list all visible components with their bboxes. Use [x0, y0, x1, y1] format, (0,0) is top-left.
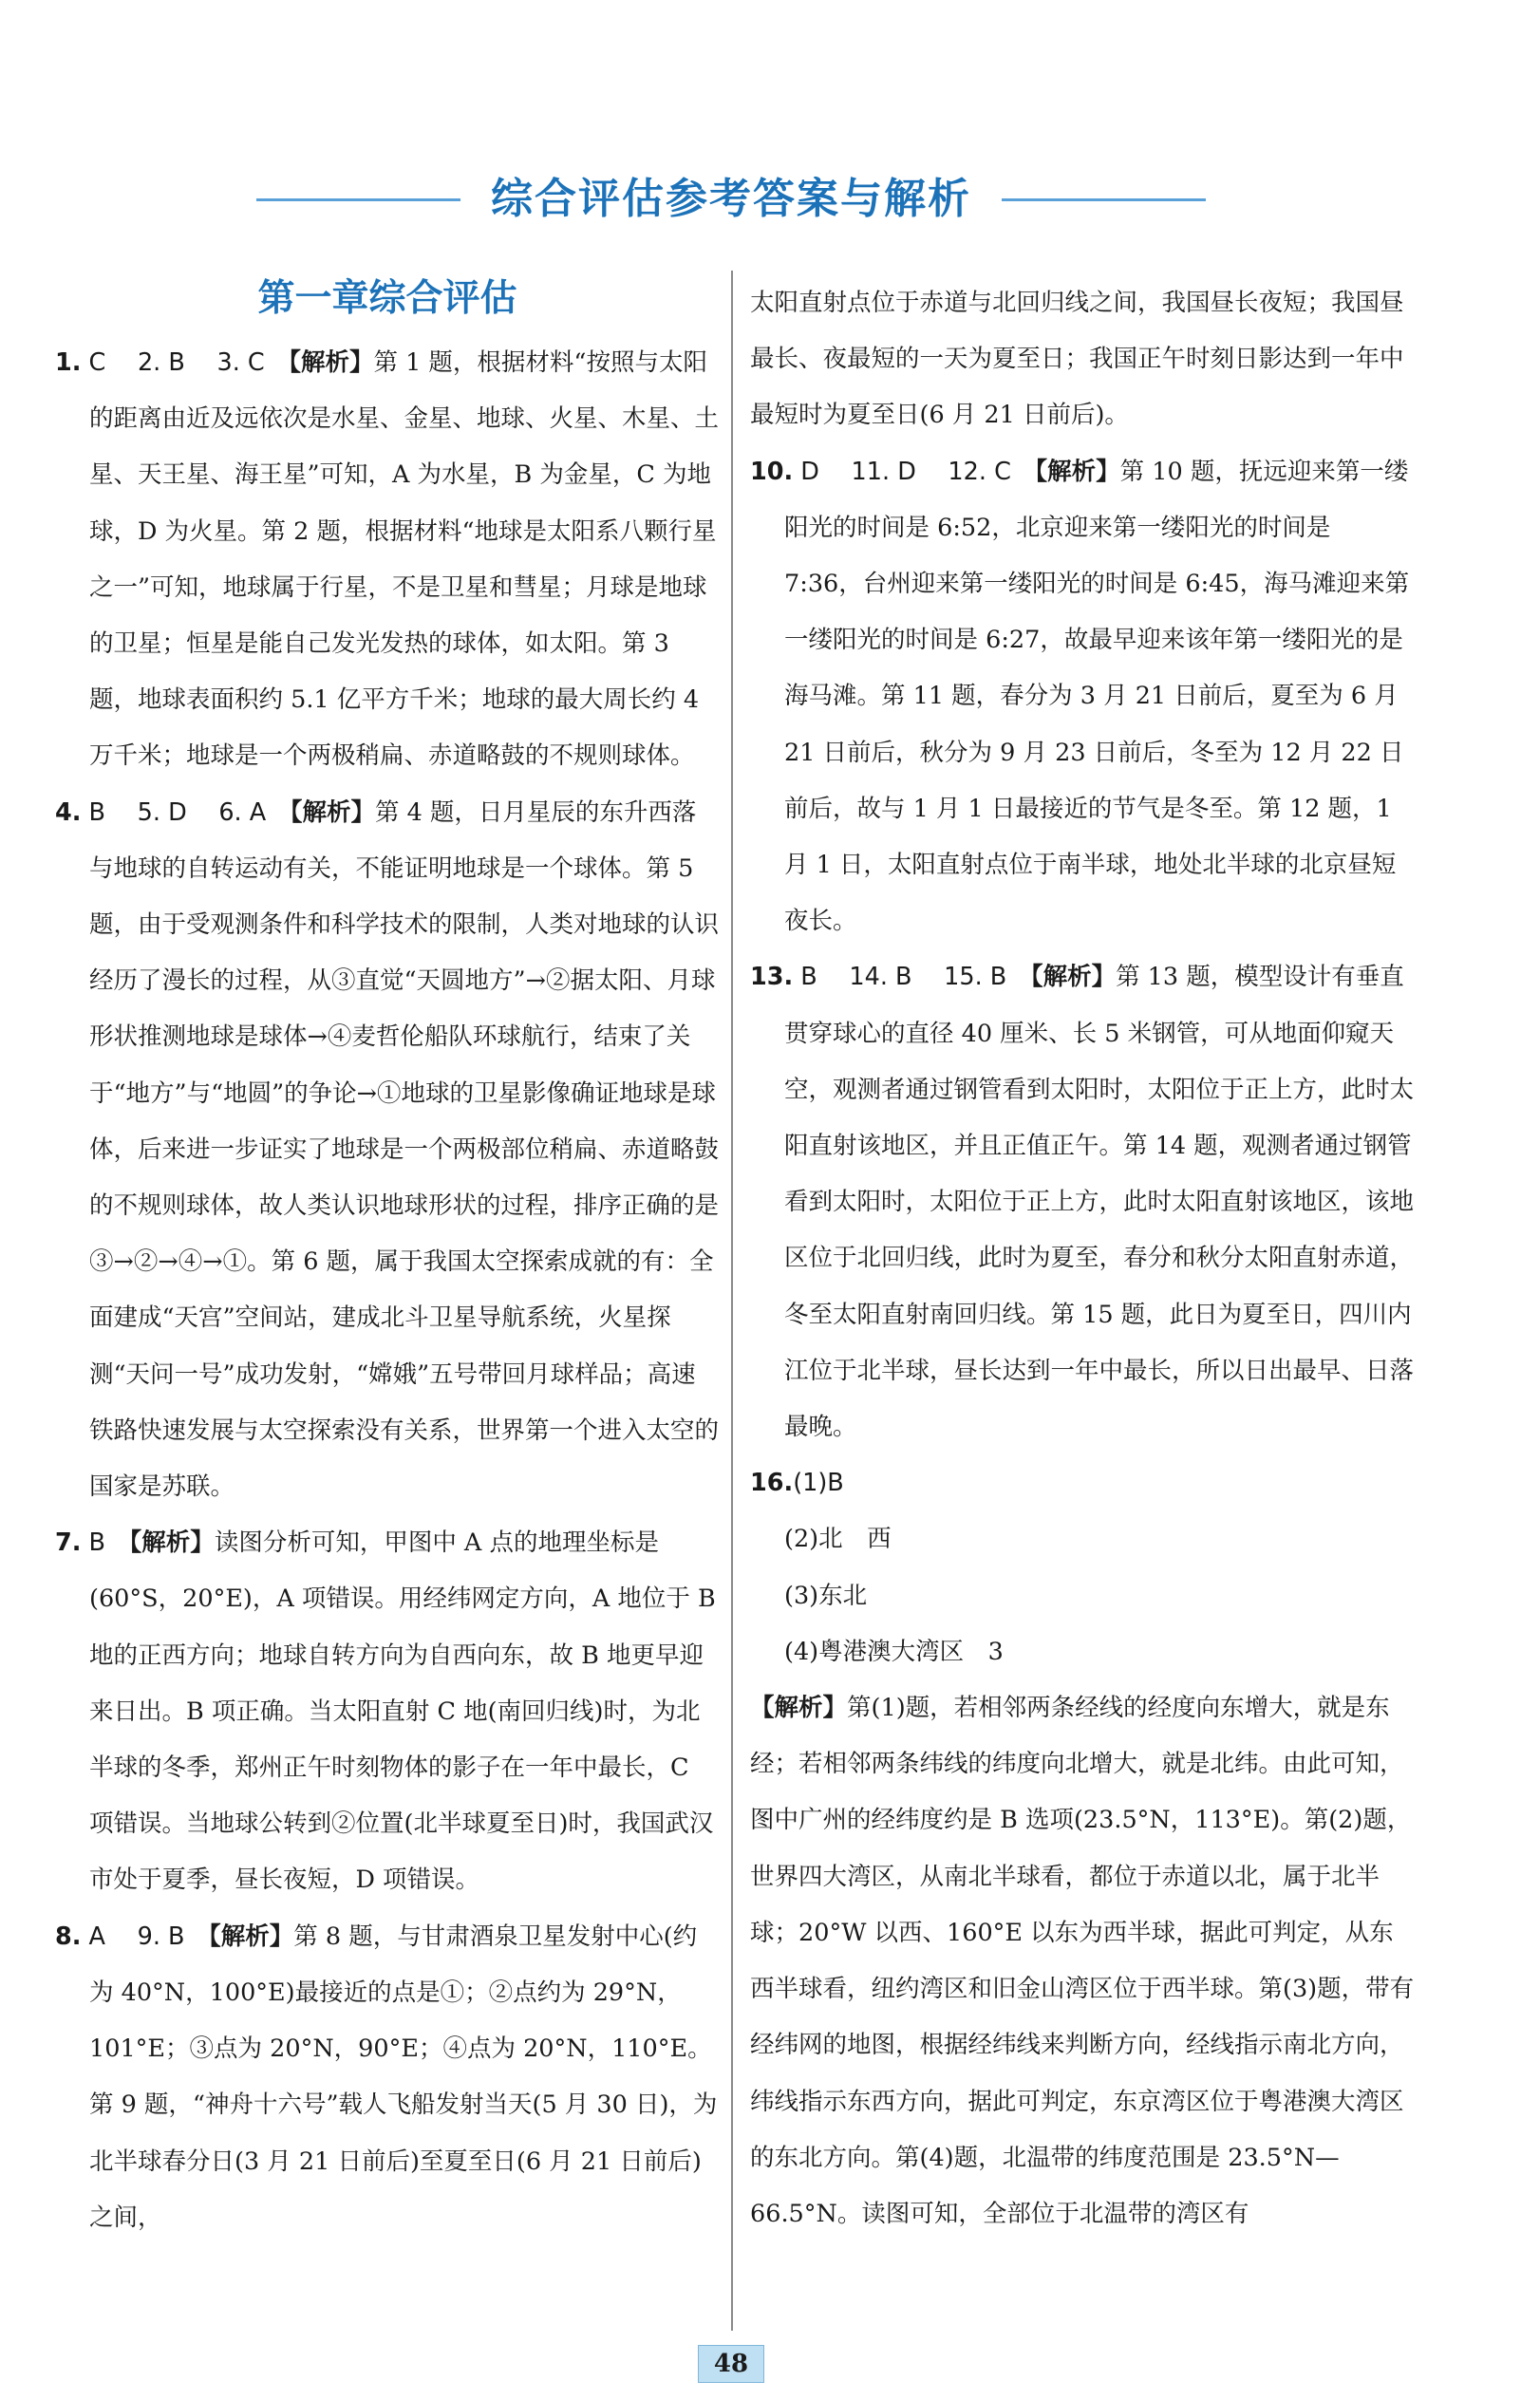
item-answers: B — [81, 1528, 130, 1558]
answer-item-1-3 — [55, 335, 720, 785]
analysis-tag: 【解析】 — [289, 348, 374, 377]
sub-answer-4: (4)粤港澳大湾区 3 — [784, 1637, 1004, 1666]
item-answers: C 2. B 3. C — [81, 348, 290, 377]
column-divider — [731, 271, 733, 2331]
analysis-text: 第 1 题，根据材料“按照与太阳的距离由近及远依次是水星、金星、地球、火星、木星、土星、天王星、海王星”可知，A 为水星，B 为金星，C 为地球，D 为火星。第 2 题，根据材料“地球是太阳系八颗行星之一”可知，地球属于行星，不是卫星和彗星；月球是地球的卫星；恒星是能自己发光发热的球体，如太阳。第 3 题，地球表面积约 5.1 亿平方千米；地球的最大周长约 4 万千米；地球是一个两极稍扁、赤道略鼓的不规则球体。 — [89, 348, 720, 771]
item-number: 8. — [55, 1922, 82, 1951]
analysis-text: 第 10 题，抚远迎来第一缕阳光的时间是 6:52，北京迎来第一缕阳光的时间是 7:36，台州迎来第一缕阳光的时间是 6:45，海马滩迎来第一缕阳光的时间是 6:27，故最早迎来该年第一缕阳光的是海马滩。第 11 题，春分为 3 月 21 日前后，夏至为 6 月 21 日前后，秋分为 9 月 23 日前后，冬至为 12 月 22 日前后，故与 1 月 1 日最接近的节气是冬至。第 12 题，1 月 1 日，太阳直射点位于南半球，地处北半球的北京昼短夜长。 — [784, 457, 1410, 936]
q16-analysis — [750, 1680, 1415, 2242]
analysis-text: 第 8 题，与甘肃酒泉卫星发射中心(约为 40°N，100°E)最接近的点是①；②点约为 29°N，101°E；③点为 20°N，90°E；④点为 20°N，110°E。第 9 题，“神舟十六号”载人飞船发射当天(5 月 30 日)，为北半球春分日(3 月 21 日前后)至夏至日(6 月 21 日前后)之间， — [89, 1922, 718, 2232]
sub-answer-2: (2)北 西 — [784, 1525, 892, 1554]
answer-item-4-6 — [55, 785, 720, 1516]
analysis-text: 第 13 题，模型设计有垂直贯穿球心的直径 40 厘米、长 5 米钢管，可从地面仰窥天空，观测者通过钢管看到太阳时，太阳位于正上方，此时太阳直射该地区，并且正值正午。第 14 题，观测者通过钢管看到太阳时，太阳位于正上方，此时太阳直射该地区，该地区位于北回归线，此时为夏至，春分和秋分太阳直射赤道，冬至太阳直射南回归线。第 15 题，此日为夏至日，四川内江位于北半球，昼长达到一年中最长，所以日出最早、日落最晚。 — [784, 963, 1415, 1442]
item-answers: B 14. B 15. B — [793, 963, 1031, 992]
analysis-text: 第(1)题，若相邻两条经线的经度向东增大，就是东经；若相邻两条纬线的纬度向北增大，就是北纬。由此可知，图中广州的经纬度约是 B 选项(23.5°N，113°E)。第(2)题，世界四大湾区，从南北半球看，都位于赤道以北，属于北半球；20°W 以西、160°E 以东为西半球，据此可判定，从东西半球看，纽约湾区和旧金山湾区位于西半球。第(3)题，带有经纬网的地图，根据经纬线来判断方向，经线指示南北方向，纬线指示东西方向，据此可判定，东京湾区位于粤港澳大湾区的东北方向。第(4)题，北温带的纬度范围是 23.5°N—66.5°N。读图可知，全部位于北温带的湾区有 — [750, 1694, 1415, 2228]
item-number: 13. — [750, 963, 794, 992]
item-answers: A 9. B — [81, 1922, 210, 1951]
analysis-text: 第 4 题，日月星辰的东升西落与地球的自转运动有关，不能证明地球是一个球体。第 5 题，由于受观测条件和科学技术的限制，人类对地球的认识经历了漫长的过程，从③直觉“天圆地方”→②据太阳、月球形状推测地球是球体→④麦哲伦船队环球航行，结束了关于“地方”与“地圆”的争论→①地球的卫星影像确证地球是球体，后来进一步证实了地球是一个两极部位稍扁、赤道略鼓的不规则球体，故人类认识地球形状的过程，排序正确的是③→②→④→①。第 6 题，属于我国太空探索成就的有：全面建成“天宫”空间站，建成北斗卫星导航系统，火星探测“天问一号”成功发射，“嫦娥”五号带回月球样品；高速铁路快速发展与太空探索没有关系，世界第一个进入太空的国家是苏联。 — [89, 797, 720, 1502]
answer-item-13-15 — [750, 949, 1415, 1455]
sub-answer-1: (1)B — [793, 1469, 844, 1498]
answer-item-16 — [750, 1455, 1415, 1511]
page-number: 48 — [698, 2345, 764, 2383]
item-number: 16. — [750, 1469, 794, 1498]
item-number: 10. — [750, 457, 794, 486]
continuation-text: 太阳直射点位于赤道与北回归线之间，我国昼长夜短；我国昼最长、夜最短的一天为夏至日；我国正午时刻日影达到一年中最短时为夏至日(6 月 21 日前后)。 — [750, 289, 1404, 430]
title-rule-right — [1002, 198, 1206, 201]
main-title: 综合评估参考答案与解析 — [491, 175, 971, 223]
right-column — [750, 275, 1415, 2242]
analysis-text: 读图分析可知，甲图中 A 点的地理坐标是(60°S，20°E)，A 项错误。用经纬网定方向，A 地位于 B 地的正西方向；地球自转方向为自西向东，故 B 地更早迎来日出。B 项正确。当太阳直射 C 地(南回归线)时，为北半球的冬季，郑州正午时刻物体的影子在一年中最长，C 项错误。当地球公转到②位置(北半球夏至日)时，我国武汉市处于夏季，昼长夜短，D 项错误。 — [89, 1528, 716, 1895]
analysis-tag: 【解析】 — [1035, 457, 1120, 486]
item-answers: B 5. D 6. A — [81, 797, 291, 827]
left-column — [55, 271, 720, 2246]
analysis-tag: 【解析】 — [750, 1694, 848, 1723]
analysis-tag: 【解析】 — [290, 797, 375, 827]
answer-item-8-9 — [55, 1909, 720, 2246]
item-answers: D 11. D 12. C — [793, 457, 1036, 486]
item-number: 1. — [55, 348, 82, 377]
item-number: 7. — [55, 1528, 82, 1558]
analysis-tag: 【解析】 — [129, 1528, 215, 1558]
answer-item-7 — [55, 1515, 720, 1908]
main-title-block — [256, 166, 1206, 233]
analysis-tag: 【解析】 — [1030, 963, 1117, 992]
analysis-tag: 【解析】 — [209, 1922, 294, 1951]
sub-answer-3: (3)东北 — [784, 1581, 868, 1610]
answer-item-10-12 — [750, 444, 1415, 950]
item-number: 4. — [55, 797, 82, 827]
chapter-title: 第一章综合评估 — [257, 277, 517, 320]
